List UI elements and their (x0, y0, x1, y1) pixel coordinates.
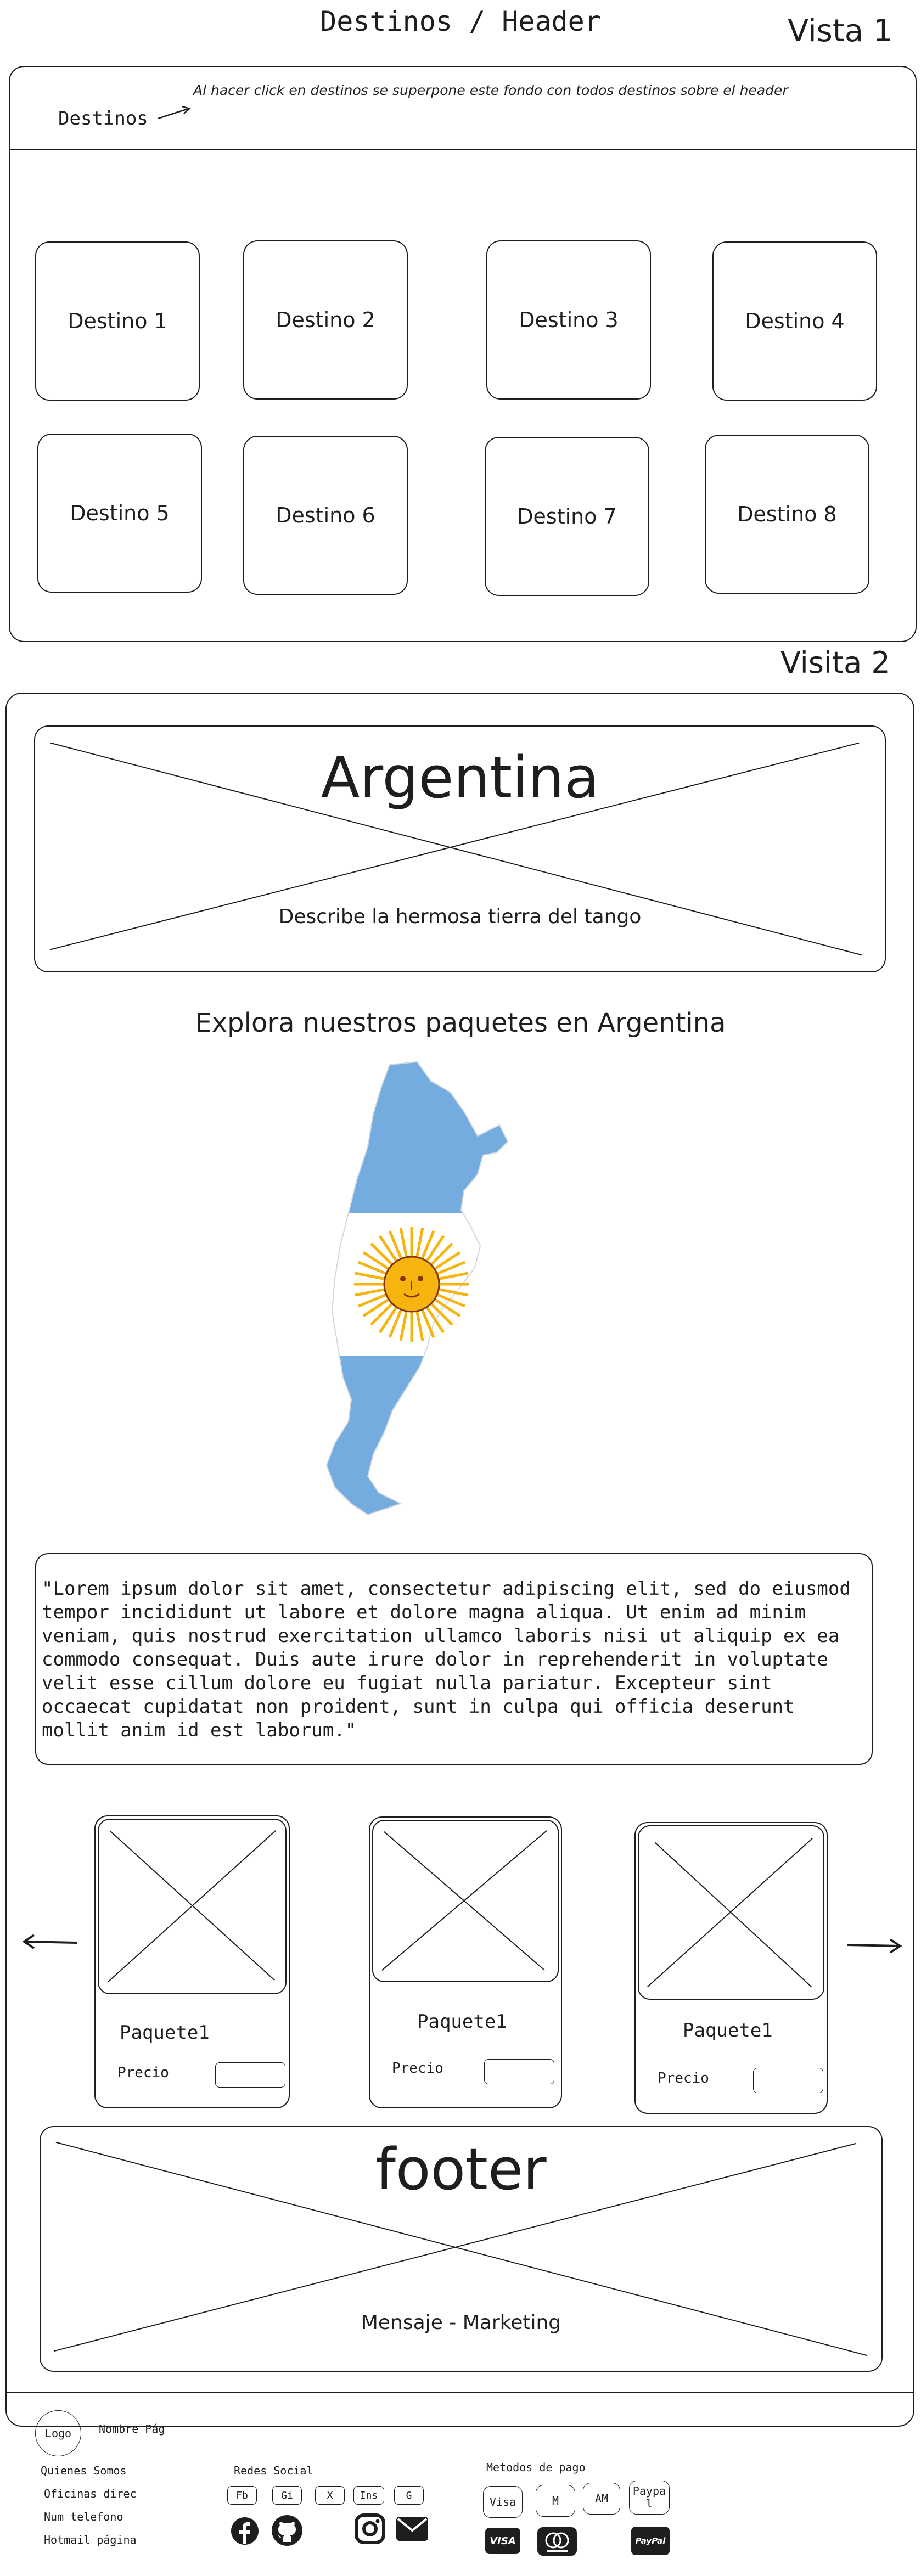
package-price-field[interactable] (215, 2062, 285, 2088)
footer-logo[interactable] (35, 2410, 81, 2456)
package-image-placeholder (98, 1819, 287, 1994)
paypal-brand-icon (631, 2527, 670, 2555)
footer-banner-title: footer (375, 2136, 547, 2203)
header-destinos-link[interactable]: Destinos (58, 108, 148, 130)
package-price-field[interactable] (484, 2059, 554, 2084)
vista1-title: Destinos / Header (320, 5, 601, 37)
github-icon[interactable] (271, 2515, 303, 2546)
footer-link[interactable]: Hotmail página (44, 2533, 137, 2546)
social-title: Redes Social (234, 2464, 313, 2477)
payment-pill-mastercard[interactable]: M (536, 2485, 575, 2517)
footer-link[interactable]: Quienes Somos (41, 2464, 127, 2477)
carousel-prev-arrow-icon[interactable] (22, 1932, 79, 1954)
package-name: Paquete1 (417, 2011, 507, 2033)
vista2-label: Visita 2 (780, 645, 890, 680)
footer-link[interactable]: Num telefono (44, 2510, 123, 2523)
payment-pill-paypal[interactable]: Paypal (629, 2481, 670, 2515)
destination-card[interactable]: Destino 3 (486, 240, 651, 400)
mastercard-brand-icon (537, 2527, 577, 2556)
package-image-placeholder (372, 1820, 559, 1982)
social-pill-instagram[interactable]: Ins (353, 2486, 384, 2505)
explore-title: Explora nuestros paquetes en Argentina (195, 1008, 726, 1038)
email-icon[interactable] (395, 2516, 429, 2542)
destination-card[interactable]: Destino 2 (243, 240, 408, 400)
annotation-arrow-icon (156, 103, 192, 122)
social-pill-github[interactable]: Gi (272, 2486, 302, 2505)
package-card[interactable] (369, 1816, 562, 2108)
social-pill-facebook[interactable]: Fb (227, 2486, 257, 2505)
facebook-icon[interactable] (231, 2517, 259, 2545)
package-card[interactable] (94, 1815, 290, 2108)
destination-card[interactable]: Destino 7 (485, 437, 649, 596)
package-price-field[interactable] (753, 2068, 823, 2093)
carousel-next-arrow-icon[interactable] (845, 1935, 902, 1957)
package-image-placeholder (638, 1825, 824, 2000)
package-name: Paquete1 (120, 2022, 210, 2044)
package-price-label: Precio (392, 2060, 443, 2077)
vista1-label: Vista 1 (788, 13, 893, 49)
description-text: "Lorem ipsum dolor sit amet, consectetur adipiscing elit, sed do eiusmod tempor incididunt ut labore et dolore magna aliqua. Ut enim ad minim veniam, quis nostrud exercitation ullamco laboris nisi ut aliquip ex ea commodo consequat. Duis aute irure dolor in reprehenderit in voluptate velit esse cillum dolore eu fugiat nulla pariatur. Excepteur sint occaecat cupidatat non proident, sunt in culpa qui officia deserunt mollit anim id est laborum." (42, 1578, 851, 1741)
visa-brand-icon (485, 2528, 520, 2554)
hero-banner (34, 725, 886, 972)
social-pill-gmail[interactable]: G (394, 2486, 424, 2505)
instagram-icon[interactable] (355, 2513, 385, 2544)
package-price-label: Precio (658, 2070, 709, 2086)
package-price-label: Precio (117, 2065, 169, 2081)
argentina-flag-map-icon (318, 1059, 571, 1520)
destination-card[interactable]: Destino 5 (37, 434, 202, 593)
footer-link[interactable]: Oficinas direc (44, 2487, 137, 2500)
payment-pill-visa[interactable]: Visa (483, 2486, 523, 2518)
footer-logo-text: Logo (44, 2427, 72, 2440)
visa-brand-text: VISA (490, 2535, 516, 2547)
site-footer-divider (5, 2392, 914, 2393)
destination-card[interactable]: Destino 8 (705, 435, 869, 594)
header-annotation: Al hacer click en destinos se superpone este fondo con todos destinos sobre el header (193, 82, 788, 98)
paypal-brand-text: PayPal (635, 2536, 666, 2546)
payment-pill-amex[interactable]: AM (583, 2483, 620, 2515)
destination-card[interactable]: Destino 6 (243, 436, 408, 595)
destination-card[interactable]: Destino 1 (35, 241, 200, 401)
description-box (35, 1553, 873, 1765)
package-card[interactable] (634, 1822, 828, 2114)
hero-subtitle: Describe la hermosa tierra del tango (278, 905, 642, 928)
payments-title: Metodos de pago (486, 2461, 586, 2474)
social-pill-x[interactable]: X (315, 2486, 345, 2505)
footer-banner-subtitle: Mensaje - Marketing (361, 2311, 561, 2334)
destination-card[interactable]: Destino 4 (712, 241, 877, 401)
footer-banner (40, 2126, 883, 2372)
hero-title: Argentina (321, 744, 599, 811)
footer-page-name: Nombre Pág (99, 2422, 165, 2436)
package-name: Paquete1 (683, 2020, 773, 2041)
header-divider (9, 149, 917, 150)
